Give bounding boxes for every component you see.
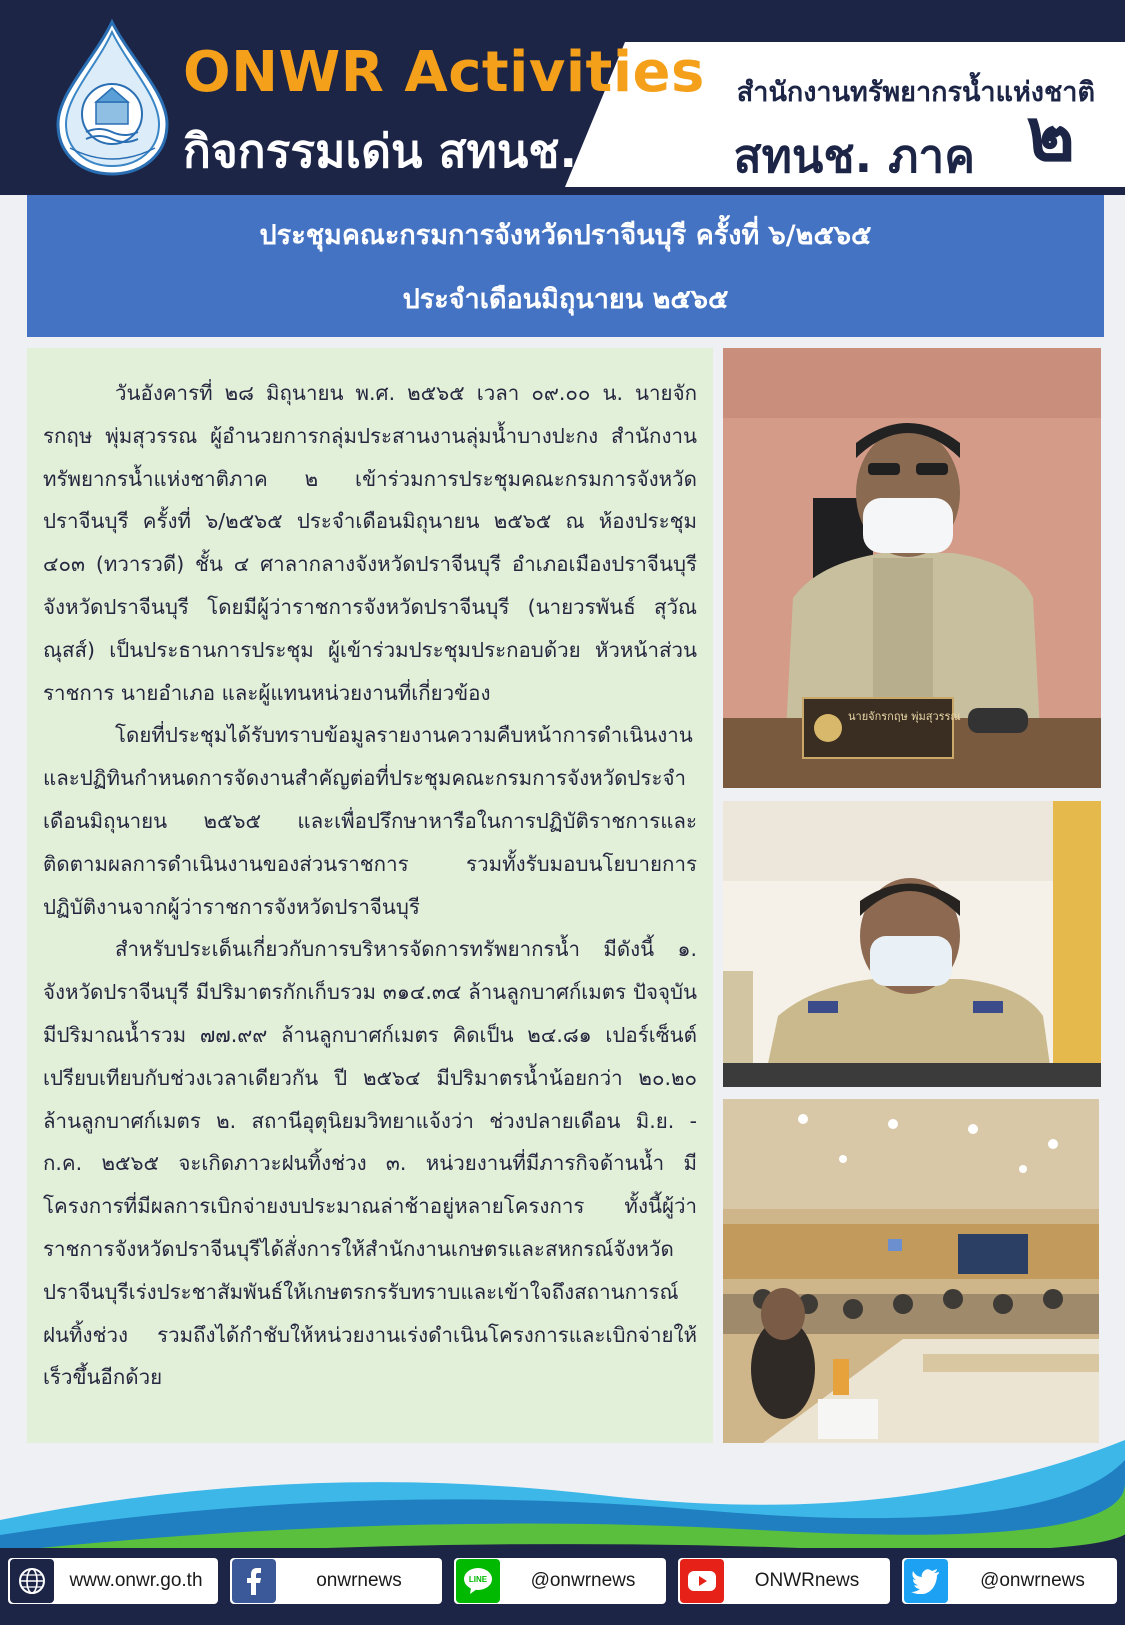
header-title-th: กิจกรรมเด่น สทนช. bbox=[183, 124, 577, 178]
page-header bbox=[0, 0, 1125, 195]
facebook-icon bbox=[232, 1559, 276, 1603]
photo-meeting-official bbox=[723, 348, 1101, 788]
header-region-label: สทนช. ภาค bbox=[733, 129, 975, 183]
banner-title-line2: ประจำเดือนมิถุนายน ๒๕๖๕ bbox=[402, 284, 729, 315]
photo-meeting-participant bbox=[723, 801, 1101, 1087]
onwr-logo bbox=[50, 18, 175, 178]
footer-link-website[interactable] bbox=[8, 1558, 218, 1604]
footer-link-youtube[interactable] bbox=[678, 1558, 890, 1604]
footer-link-label: ONWRnews bbox=[754, 1570, 860, 1591]
footer-link-label: @onwrnews bbox=[530, 1570, 636, 1591]
youtube-icon bbox=[680, 1559, 724, 1603]
footer-link-label: @onwrnews bbox=[980, 1570, 1085, 1591]
footer-link-twitter[interactable] bbox=[902, 1558, 1117, 1604]
svg-text:LINE: LINE bbox=[468, 1575, 488, 1584]
article-paragraph-3: สำหรับประเด็นเกี่ยวกับการบริหารจัดการทรัพยากรน้ำ มีดังนี้ ๑. จังหวัดปราจีนบุรี มีปริมาตรกักเก็บรวม ๓๑๔.๓๔ ล้านลูกบาศก์เมตร ปัจจุบันมีปริมาณน้ำรวม ๗๗.๙๙ ล้านลูกบาศก์เมตร คิดเป็น ๒๔.๘๑ เปอร์เซ็นต์ เปรียบเทียบกับช่วงเวลาเดียวกัน ปี ๒๕๖๔ มีปริมาตรน้ำน้อยกว่า ๒๐.๒๐ ล้านลูกบาศก์เมตร ๒. สถานีอุตุนิยมวิทยาแจ้งว่า ช่วงปลายเดือน มิ.ย. - ก.ค. ๒๕๖๕ จะเกิดภาวะฝนทิ้งช่วง ๓. หน่วยงานที่มีภารกิจด้านน้ำ มีโครงการที่มีผลการเบิกจ่ายงบประมาณล่าช้าอยู่หลายโครงการ ทั้งนี้ผู้ว่าราชการจังหวัดปราจีนบุรีได้สั่งการให้สำนักงานเกษตรและสหกรณ์จังหวัดปราจีนบุรีเร่งประชาสัมพันธ์ให้เกษตรกรรับทราบและเข้าใจถึงสถานการณ์ฝนทิ้งช่วง รวมถึงได้กำชับให้หน่วยงานเร่งดำเนินโครงการและเบิกจ่ายให้เร็วขึ้นอีกด้วย bbox=[43, 937, 697, 1390]
article-paragraph-2: โดยที่ประชุมได้รับทราบข้อมูลรายงานความคืบหน้าการดำเนินงานและปฏิทินกำหนดการจัดงานสำคัญต่อที่ประชุมคณะกรมการจังหวัดประจำเดือนมิถุนายน ๒๕๖๕ และเพื่อปรึกษาหารือในการปฏิบัติราชการและติดตามผลการดำเนินงานของส่วนราชการ รวมทั้งรับมอบนโยบายการปฏิบัติงานจากผู้ว่าราชการจังหวัดปราจีนบุรี bbox=[43, 723, 697, 919]
article-body bbox=[27, 348, 713, 1443]
header-title-en: ONWR Activities bbox=[183, 40, 705, 105]
photo-meeting-room bbox=[723, 1099, 1099, 1443]
footer-link-label: www.onwr.go.th bbox=[69, 1570, 203, 1591]
line-icon bbox=[456, 1559, 500, 1603]
banner-title-line1: ประชุมคณะกรมการจังหวัดปราจีนบุรี ครั้งที่ ๖/๒๕๖๕ bbox=[259, 220, 872, 251]
footer-link-line[interactable] bbox=[454, 1558, 666, 1604]
article-paragraph-1: วันอังคารที่ ๒๘ มิถุนายน พ.ศ. ๒๕๖๕ เวลา ๐๙.๐๐ น. นายจักรกฤษ พุ่มสุวรรณ ผู้อำนวยการกลุ่มประสานงานลุ่มน้ำบางปะกง สำนักงานทรัพยากรน้ำแห่งชาติภาค ๒ เข้าร่วมการประชุมคณะกรมการจังหวัดปราจีนบุรี ครั้งที่ ๖/๒๕๖๕ ประจำเดือนมิถุนายน ๒๕๖๕ ณ ห้องประชุม ๔๐๓ (ทวารวดี) ชั้น ๔ ศาลากลางจังหวัดปราจีนบุรี อำเภอเมืองปราจีนบุรี จังหวัดปราจีนบุรี โดยมีผู้ว่าราชการจังหวัดปราจีนบุรี (นายวรพันธ์ สุวัณณุสส์) เป็นประธานการประชุม ผู้เข้าร่วมประชุมประกอบด้วย หัวหน้าส่วนราชการ นายอำเภอ และผู้แทนหน่วยงานที่เกี่ยวข้อง bbox=[43, 381, 697, 705]
header-region-number: ๒ bbox=[1026, 92, 1075, 178]
footer-link-label: onwrnews bbox=[316, 1570, 402, 1591]
twitter-icon bbox=[904, 1559, 948, 1603]
footer-link-facebook[interactable] bbox=[230, 1558, 442, 1604]
nameplate-text: นายจักรกฤษ พุ่มสุวรรณ bbox=[848, 710, 961, 723]
header-org-name: สำนักงานทรัพยากรน้ำแห่งชาติ bbox=[736, 77, 1095, 108]
title-banner bbox=[27, 195, 1104, 337]
globe-icon bbox=[10, 1559, 54, 1603]
